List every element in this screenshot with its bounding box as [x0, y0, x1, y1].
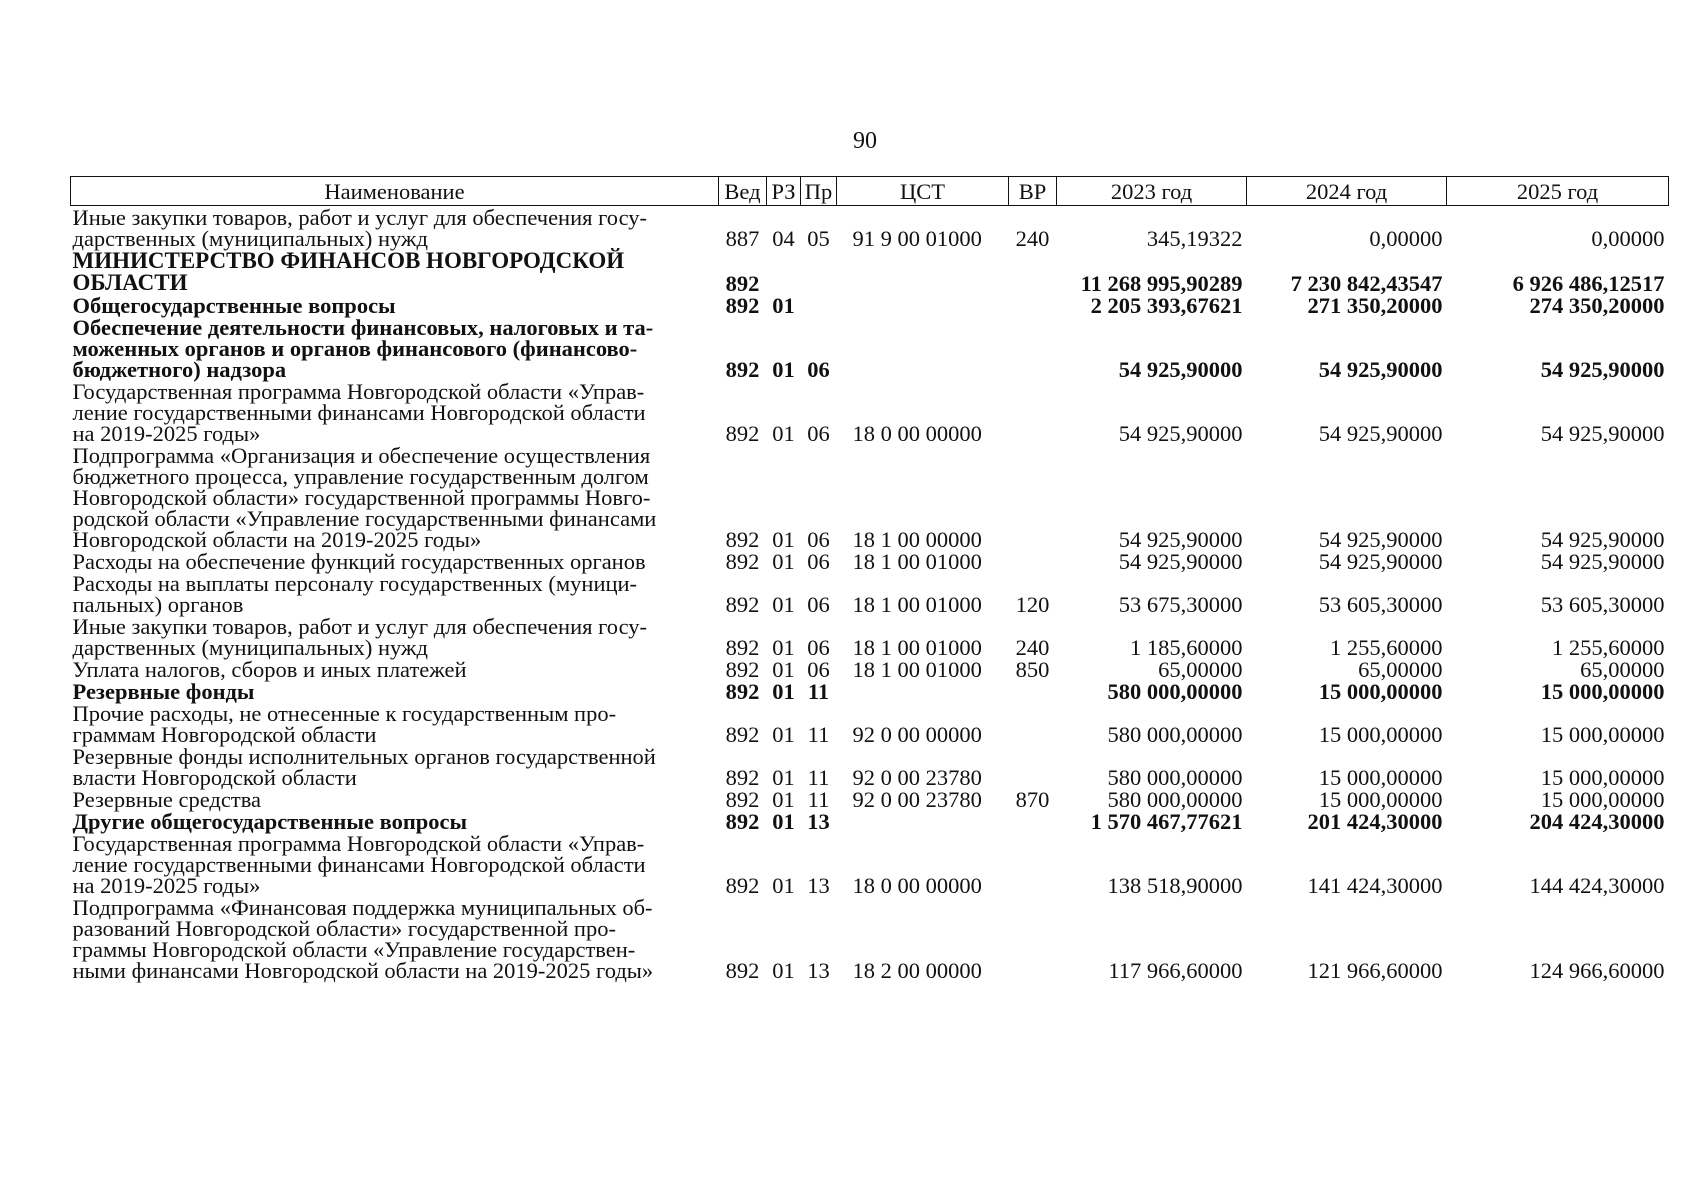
amount-2025-cell: 54 925,90000 [1540, 549, 1665, 574]
rz-cell: 04 [772, 226, 795, 251]
vr-cell: 240 [1015, 226, 1050, 251]
name-cell: Уплата налогов, сборов и иных платежей [72, 657, 467, 682]
cst-cell: 18 1 00 01000 [852, 592, 982, 617]
cst-cell [837, 249, 1009, 294]
name-cell: Обеспечение деятельности финансовых, налоговых и та- моженных органов и органов финансового (финансово- бюджетного) надзора [72, 315, 654, 382]
rz-cell: 01 [772, 787, 795, 812]
amount-2024-cell: 7 230 842,43547 [1290, 271, 1443, 296]
vr-cell [1009, 294, 1057, 316]
name-cell: МИНИСТЕРСТВО ФИНАНСОВ НОВГОРОДСКОЙ ОБЛАСТИ [72, 248, 625, 295]
rz-cell: 01 [772, 527, 795, 552]
vr-cell [1009, 444, 1057, 550]
budget-table [70, 176, 1669, 981]
pr-cell: 06 [807, 657, 830, 682]
amount-2023-cell: 1 185,60000 [1130, 635, 1243, 660]
table-row [71, 249, 1669, 294]
table-header [71, 177, 1669, 206]
ved-cell: 892 [725, 357, 760, 382]
amount-2025-cell: 15 000,00000 [1540, 722, 1665, 747]
pr-cell: 11 [807, 679, 830, 704]
amount-2025-cell: 54 925,90000 [1540, 421, 1665, 446]
name-cell: Подпрограмма «Организация и обеспечение осуществления бюджетного процесса, управление государственным долгом Новгородской области» государственной программы Новго- родской области «Управление государственными финансами Новгородской области на 2019-2025 годы» [72, 443, 657, 552]
cst-cell: 18 1 00 01000 [852, 635, 982, 660]
ved-cell: 892 [725, 765, 760, 790]
ved-cell: 892 [725, 958, 760, 983]
pr-cell: 13 [807, 958, 830, 983]
ved-cell: 892 [725, 635, 760, 660]
vr-cell: 870 [1015, 787, 1050, 812]
name-cell: Иные закупки товаров, работ и услуг для обеспечения госу- дарственных (муниципальных) нужд [72, 205, 648, 251]
cst-cell [837, 810, 1009, 832]
name-cell: Резервные фонды [72, 679, 255, 704]
vr-cell: 120 [1015, 592, 1050, 617]
ved-cell: 892 [725, 293, 760, 318]
table-row [71, 658, 1669, 680]
pr-cell: 06 [807, 592, 830, 617]
amount-2024-cell: 54 925,90000 [1318, 357, 1443, 382]
ved-cell: 892 [725, 809, 760, 834]
amount-2025-cell: 65,00000 [1580, 657, 1665, 682]
cst-cell [837, 294, 1009, 316]
pr-cell: 11 [807, 765, 830, 790]
pr-cell: 06 [807, 635, 830, 660]
amount-2023-cell: 53 675,30000 [1118, 592, 1243, 617]
table-row [71, 810, 1669, 832]
amount-2023-cell: 65,00000 [1158, 657, 1243, 682]
header-2024: 2024 год [1247, 177, 1447, 206]
rz-cell: 01 [772, 765, 795, 790]
amount-2023-cell: 345,19322 [1146, 226, 1243, 251]
ved-cell: 892 [725, 421, 760, 446]
amount-2023-cell: 580 000,00000 [1107, 765, 1243, 790]
ved-cell: 887 [725, 226, 760, 251]
rz-cell: 01 [772, 421, 795, 446]
pr-cell: 06 [807, 549, 830, 574]
amount-2023-cell: 54 925,90000 [1118, 527, 1243, 552]
table-row [71, 316, 1669, 380]
rz-cell: 01 [772, 873, 795, 898]
ved-cell: 892 [725, 657, 760, 682]
cst-cell: 92 0 00 00000 [852, 722, 982, 747]
cst-cell: 18 1 00 01000 [852, 549, 982, 574]
rz-cell: 01 [772, 549, 795, 574]
table-row [71, 896, 1669, 981]
name-cell: Иные закупки товаров, работ и услуг для обеспечения госу- дарственных (муниципальных) нужд [72, 614, 648, 660]
vr-cell [1009, 550, 1057, 572]
table-body [71, 206, 1669, 982]
table-row [71, 745, 1669, 788]
amount-2023-cell: 54 925,90000 [1118, 549, 1243, 574]
vr-cell: 850 [1015, 657, 1050, 682]
pr-cell: 05 [807, 226, 830, 251]
pr-cell: 13 [807, 873, 830, 898]
name-cell: Другие общегосударственные вопросы [72, 809, 468, 834]
vr-cell [1009, 896, 1057, 981]
cst-cell: 18 2 00 00000 [852, 958, 982, 983]
amount-2023-cell: 580 000,00000 [1107, 722, 1243, 747]
cst-cell [837, 680, 1009, 702]
cst-cell: 18 0 00 00000 [852, 873, 982, 898]
amount-2025-cell: 274 350,20000 [1529, 293, 1665, 318]
pr-cell: 11 [807, 722, 830, 747]
ved-cell: 892 [725, 592, 760, 617]
header-name: Наименование [71, 177, 719, 206]
ved-cell: 892 [725, 873, 760, 898]
amount-2023-cell: 54 925,90000 [1118, 357, 1243, 382]
vr-cell [1009, 810, 1057, 832]
amount-2024-cell: 54 925,90000 [1318, 421, 1443, 446]
rz-cell: 01 [772, 809, 795, 834]
vr-cell [1009, 745, 1057, 788]
amount-2024-cell: 54 925,90000 [1318, 549, 1443, 574]
page-number: 90 [853, 128, 877, 154]
table-row [71, 832, 1669, 896]
cst-cell: 18 0 00 00000 [852, 421, 982, 446]
ved-cell: 892 [725, 787, 760, 812]
name-cell: Расходы на выплаты персоналу государственных (муници- пальных) органов [72, 571, 638, 617]
table-row [71, 294, 1669, 316]
amount-2024-cell: 15 000,00000 [1318, 679, 1443, 704]
amount-2024-cell: 201 424,30000 [1307, 809, 1443, 834]
vr-cell [1009, 680, 1057, 702]
amount-2024-cell: 271 350,20000 [1307, 293, 1443, 318]
header-rz: РЗ [767, 177, 801, 206]
amount-2025-cell: 54 925,90000 [1540, 357, 1665, 382]
amount-2024-cell: 65,00000 [1358, 657, 1443, 682]
amount-2025-cell: 124 966,60000 [1529, 958, 1665, 983]
amount-2023-cell: 117 966,60000 [1108, 958, 1243, 983]
rz-cell: 01 [772, 592, 795, 617]
rz-cell: 01 [772, 958, 795, 983]
cst-cell: 18 1 00 00000 [852, 527, 982, 552]
table-row [71, 788, 1669, 810]
table-row [71, 572, 1669, 615]
amount-2025-cell: 15 000,00000 [1540, 679, 1665, 704]
amount-2023-cell: 11 268 995,90289 [1080, 271, 1243, 296]
table-row [71, 680, 1669, 702]
pr-cell [801, 294, 837, 316]
amount-2023-cell: 54 925,90000 [1118, 421, 1243, 446]
rz-cell: 01 [772, 722, 795, 747]
cst-cell: 91 9 00 01000 [852, 226, 982, 251]
amount-2023-cell: 1 570 467,77621 [1090, 809, 1243, 834]
amount-2024-cell: 121 966,60000 [1307, 958, 1443, 983]
header-vr: ВР [1009, 177, 1057, 206]
header-2023: 2023 год [1057, 177, 1247, 206]
amount-2025-cell: 144 424,30000 [1529, 873, 1665, 898]
name-cell: Прочие расходы, не отнесенные к государственным про- граммам Новгородской области [72, 701, 617, 747]
table-row [71, 615, 1669, 658]
amount-2024-cell: 15 000,00000 [1318, 787, 1443, 812]
amount-2024-cell: 15 000,00000 [1318, 765, 1443, 790]
amount-2025-cell: 204 424,30000 [1529, 809, 1665, 834]
pr-cell: 06 [807, 421, 830, 446]
pr-cell: 11 [807, 787, 830, 812]
table-row [71, 444, 1669, 550]
vr-cell: 240 [1015, 635, 1050, 660]
name-cell: Резервные фонды исполнительных органов государственной власти Новгородской области [72, 744, 656, 790]
amount-2025-cell: 15 000,00000 [1540, 787, 1665, 812]
amount-2023-cell: 580 000,00000 [1107, 787, 1243, 812]
cst-cell: 18 1 00 01000 [852, 657, 982, 682]
amount-2024-cell: 15 000,00000 [1318, 722, 1443, 747]
amount-2023-cell: 2 205 393,67621 [1090, 293, 1243, 318]
amount-2024-cell: 53 605,30000 [1318, 592, 1443, 617]
amount-2025-cell: 6 926 486,12517 [1512, 271, 1665, 296]
rz-cell [767, 249, 801, 294]
name-cell: Подпрограмма «Финансовая поддержка муниципальных об- разований Новгородской области» государственной про- граммы Новгородской области «Управление государствен- ными финансами Новгородской области на 2019-2025 годы» [72, 895, 654, 983]
vr-cell [1009, 702, 1057, 745]
rz-cell: 01 [772, 679, 795, 704]
amount-2025-cell: 0,00000 [1591, 226, 1665, 251]
rz-cell: 01 [772, 657, 795, 682]
rz-cell: 01 [772, 293, 795, 318]
amount-2025-cell: 54 925,90000 [1540, 527, 1665, 552]
table-row [71, 702, 1669, 745]
cst-cell: 92 0 00 23780 [852, 787, 982, 812]
amount-2024-cell: 141 424,30000 [1307, 873, 1443, 898]
ved-cell: 892 [725, 549, 760, 574]
rz-cell: 01 [772, 635, 795, 660]
name-cell: Расходы на обеспечение функций государственных органов [72, 549, 646, 574]
vr-cell [1009, 316, 1057, 380]
table-row [71, 550, 1669, 572]
ved-cell: 892 [725, 271, 760, 296]
amount-2025-cell: 15 000,00000 [1540, 765, 1665, 790]
name-cell: Общегосударственные вопросы [72, 293, 396, 318]
header-cst: ЦСТ [837, 177, 1009, 206]
amount-2024-cell: 1 255,60000 [1330, 635, 1443, 660]
amount-2023-cell: 138 518,90000 [1107, 873, 1243, 898]
ved-cell: 892 [725, 722, 760, 747]
vr-cell [1009, 832, 1057, 896]
amount-2025-cell: 53 605,30000 [1540, 592, 1665, 617]
header-pr: Пр [801, 177, 837, 206]
name-cell: Государственная программа Новгородской области «Управ- ление государственными финансами Новгородской области на 2019-2025 годы» [72, 379, 646, 446]
table-row [71, 206, 1669, 250]
pr-cell: 06 [807, 527, 830, 552]
rz-cell: 01 [772, 357, 795, 382]
vr-cell [1009, 249, 1057, 294]
header-2025: 2025 год [1447, 177, 1669, 206]
header-ved: Вед [719, 177, 767, 206]
name-cell: Государственная программа Новгородской области «Управ- ление государственными финансами Новгородской области на 2019-2025 годы» [72, 831, 646, 898]
pr-cell: 13 [807, 809, 830, 834]
amount-2024-cell: 54 925,90000 [1318, 527, 1443, 552]
pr-cell: 06 [807, 357, 830, 382]
ved-cell: 892 [725, 679, 760, 704]
pr-cell [801, 249, 837, 294]
table-row [71, 380, 1669, 444]
vr-cell [1009, 380, 1057, 444]
cst-cell: 92 0 00 23780 [852, 765, 982, 790]
amount-2024-cell: 0,00000 [1369, 226, 1443, 251]
ved-cell: 892 [725, 527, 760, 552]
amount-2025-cell: 1 255,60000 [1552, 635, 1665, 660]
name-cell: Резервные средства [72, 787, 262, 812]
cst-cell [837, 316, 1009, 380]
amount-2023-cell: 580 000,00000 [1107, 679, 1243, 704]
